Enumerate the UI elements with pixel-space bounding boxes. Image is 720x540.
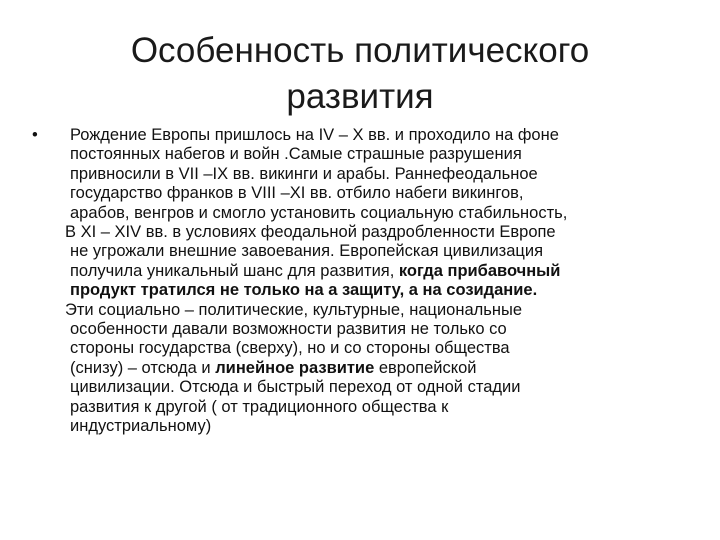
text-line: цивилизации. Отсюда и быстрый переход от одной стадии	[70, 378, 521, 397]
text-line	[32, 359, 696, 378]
text-line	[32, 281, 696, 300]
text-line: Эти социально – политические, культурные, национальные	[65, 300, 523, 319]
text-fragment: (снизу) – отсюда и	[70, 358, 216, 377]
text-line: особенности давали возможности развития не только со	[70, 320, 507, 339]
text-line	[32, 262, 696, 281]
text-fragment: европейской	[374, 358, 477, 377]
text-line: не угрожали внешние завоевания. Европейская цивилизация	[70, 242, 544, 261]
slide-title-line-1: Особенность политического	[130, 31, 590, 70]
slide-title	[60, 28, 660, 120]
text-line: индустриальному)	[70, 417, 212, 436]
slide-title-line-2: развития	[286, 77, 434, 116]
text-line: привносили в VII –IX вв. викинги и арабы. Раннефеодальное	[70, 164, 538, 183]
text-line: арабов, венгров и смогло установить социальную стабильность,	[70, 203, 568, 222]
text-fragment: получила уникальный шанс для развития,	[70, 261, 399, 280]
text-line: Рождение Европы пришлось на IV – X вв. и проходило на фоне	[70, 126, 559, 144]
slide-body	[32, 126, 696, 437]
emphasis-text: продукт тратился не только на а защиту, а на созидание.	[70, 281, 538, 300]
text-line: стороны государства (сверху), но и со стороны общества	[70, 339, 510, 358]
emphasis-text: когда прибавочный	[398, 261, 561, 280]
text-line: постоянных набегов и войн .Самые страшные разрушения	[70, 145, 522, 164]
bullet-icon: •	[32, 126, 38, 144]
emphasis-text: линейное развитие	[215, 358, 375, 377]
text-line: развития к другой ( от традиционного общества к	[70, 397, 449, 416]
bullet-paragraph	[32, 126, 696, 145]
text-line: государство франков в VIII –XI вв. отбило набеги викингов,	[70, 184, 524, 203]
text-line: В XI – XIV вв. в условиях феодальной раздробленности Европе	[65, 223, 556, 242]
